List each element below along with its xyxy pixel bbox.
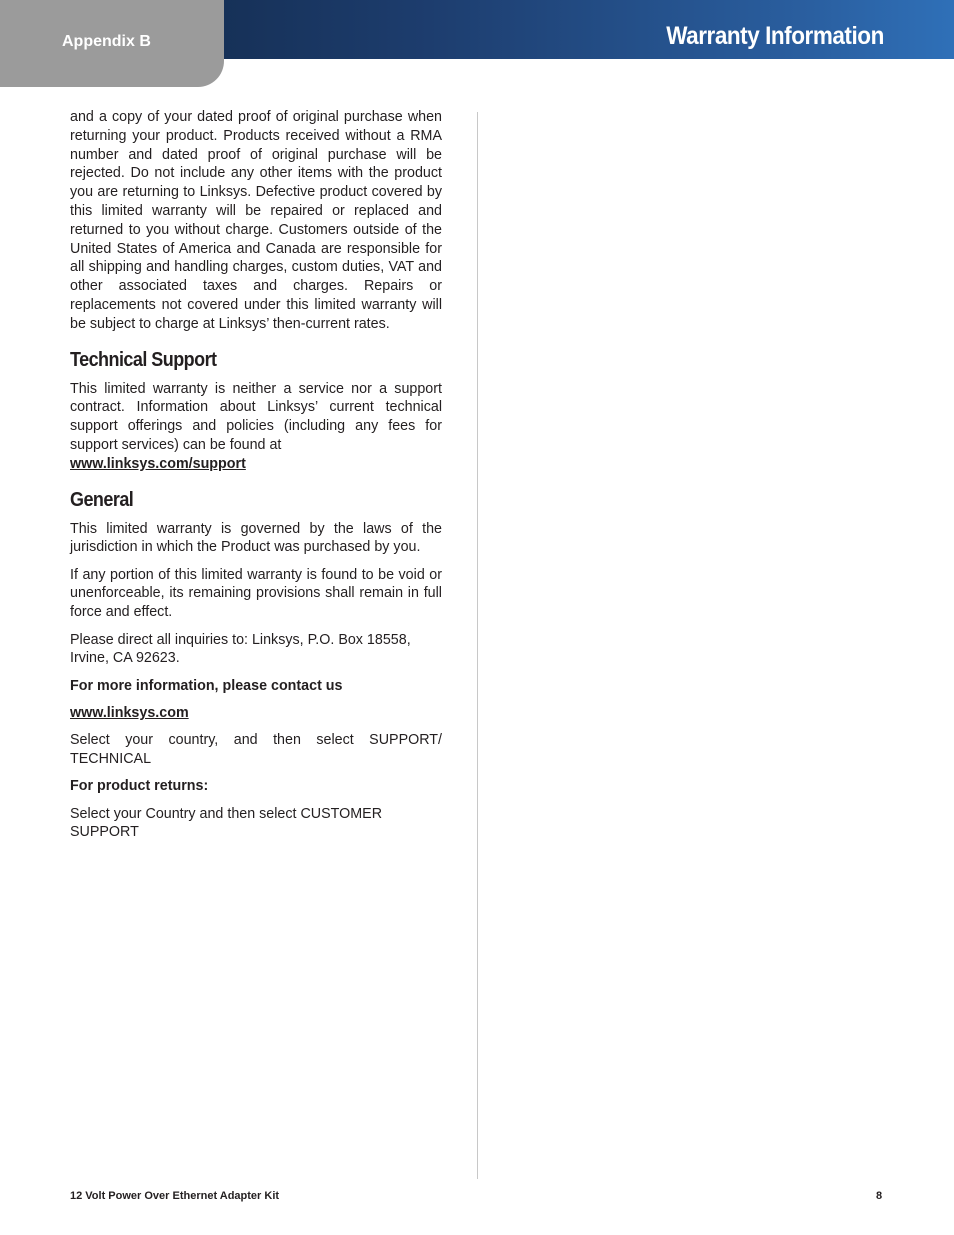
technical-support-heading: Technical Support bbox=[70, 348, 217, 371]
website-link[interactable]: www.linksys.com bbox=[70, 704, 189, 721]
general-heading: General bbox=[70, 488, 134, 511]
content-column bbox=[70, 108, 442, 851]
general-paragraph-2: If any portion of this limited warranty is found to be void or unenforceable, its remaining provisions shall remain in full force and effect. bbox=[70, 566, 442, 621]
more-info-label: For more information, please contact us bbox=[70, 677, 343, 694]
intro-paragraph: and a copy of your dated proof of original purchase when returning your product. Products received without a RMA number and dated proof of original purchase will be rejected. Do not include any other items with the product you are returning to Linksys. Defective product covered by this limited warranty will be repaired or replaced and returned to you without charge. Customers outside of the United States of America and Canada are responsible for all shipping and handling charges, custom duties, VAT and other associated taxes and charges. Repairs or replacements not covered under this limited warranty will be subject to charge at Linksys’ then-current rates. bbox=[70, 109, 442, 332]
page-number: 8 bbox=[876, 1190, 883, 1202]
select-country-text: Select your country, and then select SUPPORT/ TECHNICAL bbox=[70, 732, 442, 768]
page-title: Warranty Information bbox=[666, 22, 884, 50]
returns-text: Select your Country and then select CUSTOMER SUPPORT bbox=[70, 805, 383, 841]
footer-product-name: 12 Volt Power Over Ethernet Adapter Kit bbox=[70, 1190, 280, 1202]
appendix-label: Appendix B bbox=[62, 33, 151, 50]
technical-support-paragraph bbox=[70, 380, 442, 474]
appendix-tab bbox=[0, 0, 224, 87]
general-paragraph-3: Please direct all inquiries to: Linksys, P.O. Box 18558, Irvine, CA 92623. bbox=[70, 631, 411, 667]
general-paragraph-1: This limited warranty is governed by the laws of the jurisdiction in which the Product was purchased by you. bbox=[70, 520, 442, 556]
technical-support-text: This limited warranty is neither a service nor a support contract. Information about Linksys’ current technical support offerings and policies (including any fees for support services) can be found at bbox=[70, 380, 442, 453]
returns-label: For product returns: bbox=[70, 778, 209, 795]
column-divider bbox=[477, 112, 478, 1179]
support-link[interactable]: www.linksys.com/support bbox=[70, 455, 246, 472]
